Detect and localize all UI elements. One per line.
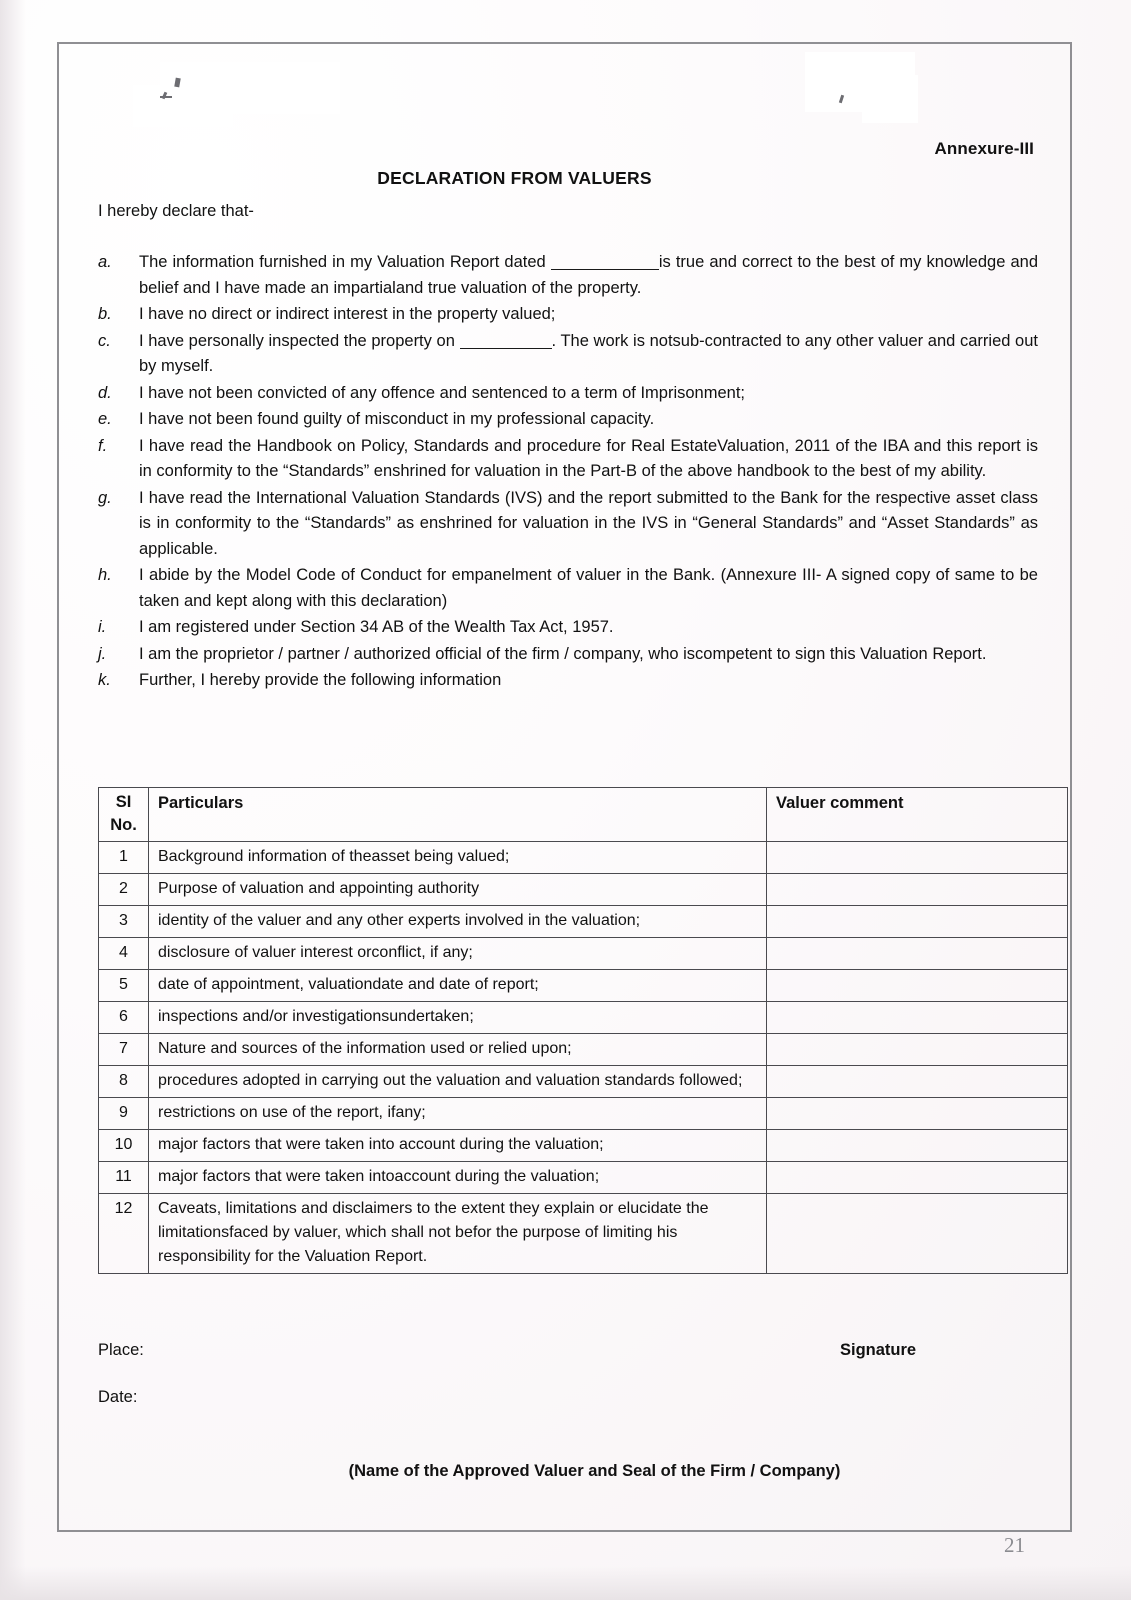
cell-valuer-comment[interactable] [767,1066,1068,1098]
date-blank-field[interactable] [551,269,659,270]
cell-particulars: date of appointment, valuationdate and date of report; [149,970,767,1002]
table-row [99,1066,1068,1098]
declaration-text: I have no direct or indirect interest in the property valued; [139,305,556,323]
cell-particulars: identity of the valuer and any other experts involved in the valuation; [149,906,767,938]
page-title: DECLARATION FROM VALUERS [377,168,652,188]
declaration-marker: e. [98,410,112,428]
cell-sl-no: 4 [99,938,149,970]
cell-valuer-comment[interactable] [767,1194,1068,1274]
cell-valuer-comment[interactable] [767,842,1068,874]
declaration-item-d [98,381,1038,407]
declaration-text: I have read the International Valuation Standards (IVS) and the report submitted to the Bank for the respective asset class is in conformity to the “Standards” as enshrined for valuation in the IVS in “General Standards” and “Asset Standards” as applicable. [139,488,1038,558]
declaration-text-before-blank: I have personally inspected the property on [139,331,455,350]
approved-valuer-note: (Name of the Approved Valuer and Seal of the Firm / Company) [348,1462,841,1480]
declaration-text: I abide by the Model Code of Conduct for empanelment of valuer in the Bank. (Annexure III- A signed copy of same to be taken and kept along with this declaration) [139,566,1038,610]
cell-particulars: Nature and sources of the information used or relied upon; [149,1034,767,1066]
declaration-text-after-blank: is true and correct to the best of my knowledge and belief and I have made an impartialand true valuation of the property. [139,253,1038,297]
table-row [99,842,1068,874]
declaration-item-j [98,642,1038,668]
place-label: Place: [98,1341,144,1359]
cell-valuer-comment[interactable] [767,970,1068,1002]
table-row [99,1034,1068,1066]
cell-valuer-comment[interactable] [767,1162,1068,1194]
column-header-sl-no [99,788,149,842]
cell-particulars: Caveats, limitations and disclaimers to the extent they explain or elucidate the limitationsfaced by valuer, which shall not befor the purpose of limiting his responsibility for the Valuation Report. [149,1194,767,1274]
cell-particulars: procedures adopted in carrying out the valuation and valuation standards followed; [149,1066,767,1098]
column-header-sl-no-line1: SI [115,793,132,811]
declaration-text: Further, I hereby provide the following information [139,671,502,689]
cell-valuer-comment[interactable] [767,938,1068,970]
cell-sl-no: 5 [99,970,149,1002]
table-row [99,1162,1068,1194]
declaration-marker: h. [98,566,112,584]
declaration-marker: f. [98,436,108,455]
table-row [99,906,1068,938]
declaration-marker: k. [98,671,111,689]
cell-particulars: major factors that were taken intoaccount during the valuation; [149,1162,767,1194]
cell-sl-no: 12 [99,1194,149,1274]
declaration-text: I have not been found guilty of misconduct in my professional capacity. [139,410,655,428]
column-header-valuer-comment: Valuer comment [767,788,1068,842]
cell-particulars: disclosure of valuer interest orconflict, if any; [149,938,767,970]
declaration-marker: d. [98,383,112,402]
declaration-text: I have not been convicted of any offence and sentenced to a term of Imprisonment; [139,383,745,402]
table-row [99,1194,1068,1274]
cell-valuer-comment[interactable] [767,906,1068,938]
declaration-marker: a. [98,253,112,271]
column-header-sl-no-line2: No. [110,816,137,834]
declaration-text-after-blank: . The work is notsub-contracted to any other valuer and carried out by myself. [139,331,1038,375]
cell-sl-no: 2 [99,874,149,906]
cell-particulars: restrictions on use of the report, ifany; [149,1098,767,1130]
declaration-text [139,329,1038,380]
cell-particulars: inspections and/or investigationsundertaken; [149,1002,767,1034]
document-content [57,42,1072,1532]
cell-valuer-comment[interactable] [767,1002,1068,1034]
declaration-item-h [98,563,1038,614]
declaration-text-before-blank: The information furnished in my Valuation Report dated [139,253,546,271]
table-row [99,874,1068,906]
cell-sl-no: 1 [99,842,149,874]
declaration-marker: j. [98,644,107,663]
declaration-item-g [98,486,1038,563]
cell-valuer-comment[interactable] [767,1034,1068,1066]
cell-particulars: Background information of theasset being valued; [149,842,767,874]
cell-sl-no: 11 [99,1162,149,1194]
declaration-item-e [98,407,1038,433]
declaration-text: I have read the Handbook on Policy, Standards and procedure for Real EstateValuation, 2011 of the IBA and this report is in conformity to the “Standards” enshrined for valuation in the Part-B of the above handbook to the best of my ability. [139,436,1038,480]
declaration-item-c [98,329,1038,380]
annexure-label: Annexure-III [934,139,1034,158]
cell-sl-no: 8 [99,1066,149,1098]
cell-sl-no: 10 [99,1130,149,1162]
cell-valuer-comment[interactable] [767,874,1068,906]
declaration-item-f [98,434,1038,485]
cell-sl-no: 3 [99,906,149,938]
cell-valuer-comment[interactable] [767,1098,1068,1130]
cell-particulars: Purpose of valuation and appointing authority [149,874,767,906]
page-number: 21 [1004,1533,1025,1557]
particulars-table [98,787,1068,1274]
declaration-text: I am registered under Section 34 AB of the Wealth Tax Act, 1957. [139,618,614,636]
table-row [99,938,1068,970]
declaration-item-i [98,615,1038,641]
cell-sl-no: 9 [99,1098,149,1130]
inspection-date-blank-field[interactable] [460,348,552,349]
cell-particulars: major factors that were taken into account during the valuation; [149,1130,767,1162]
scan-shadow-left [0,0,26,1600]
declaration-item-a [98,250,1038,301]
table-row [99,1002,1068,1034]
cell-valuer-comment[interactable] [767,1130,1068,1162]
table-header-row [99,788,1068,842]
declaration-marker: c. [98,331,111,350]
declaration-marker: g. [98,488,112,507]
declaration-item-k [98,668,1038,694]
declaration-marker: b. [98,305,112,323]
cell-sl-no: 7 [99,1034,149,1066]
column-header-particulars: Particulars [149,788,767,842]
signature-label: Signature [840,1341,917,1359]
scan-shadow-bottom [0,1566,1131,1600]
declaration-intro: I hereby declare that- [98,202,254,220]
declaration-text [139,250,1038,301]
declaration-text: I am the proprietor / partner / authorized official of the firm / company, who iscompetent to sign this Valuation Report. [139,644,987,663]
declaration-marker: i. [98,618,107,636]
declaration-list [98,250,1038,695]
table-row [99,1130,1068,1162]
table-row [99,1098,1068,1130]
date-label: Date: [98,1388,138,1406]
cell-sl-no: 6 [99,1002,149,1034]
declaration-item-b [98,302,1038,328]
table-row [99,970,1068,1002]
